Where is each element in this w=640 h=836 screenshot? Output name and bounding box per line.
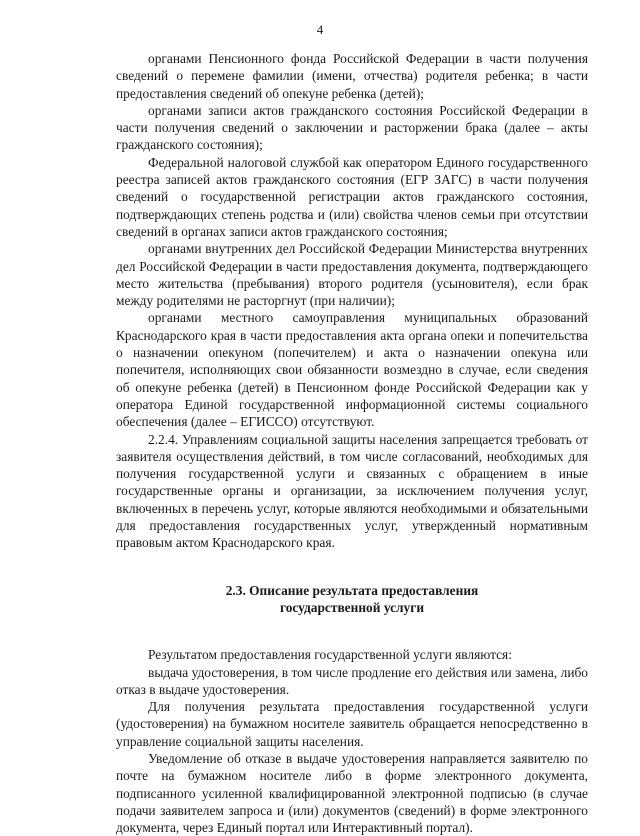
paragraph-2-2-4: 2.2.4. Управлениям социальной защиты населения запрещается требовать от заявителя осуществления действий, в том числе согласований, необходимых для получения государственной услуги и связанных с обращением в иные государственные органы и организации, за исключением получения услуг, включенных в перечень услуг, которые являются необходимыми и обязательными для предоставления государственных услуг, утвержденный нормативным правовым актом Краснодарского края. [116,431,588,551]
paragraph-pension-fund: органами Пенсионного фонда Российской Федерации в части получения сведений о перемене фамилии (имени, отчества) родителя ребенка; в части предоставления сведений об опекуне ребенка (детей); [116,51,588,101]
paragraph-result-intro: Результатом предоставления государственной услуги являются: [148,647,512,663]
paragraph-civil-registry: органами записи актов гражданского состояния Российской Федерации в части получения сведений о заключении и расторжении брака (далее – акты гражданского состояния); [116,102,588,153]
paragraph-tax-service: Федеральной налоговой службой как оператором Единого государственного реестра записей актов гражданского состояния (ЕГР ЗАГС) в части получения сведений о государственной регистрации актов гражданского состояния, подтверждающих степень родства и (или) свойства членов семьи при отсутствии сведений в органах записи актов гражданского состояния; [116,154,588,239]
paragraph-internal-affairs: органами внутренних дел Российской Федерации Министерства внутренних дел Российской Федерации в части предоставления документа, подтверждающего место жительства (пребывания) второго родителя (усыновителя), если брак между родителями не расторгнут (при наличии); [116,241,588,309]
paragraph-result-paper: Для получения результата предоставления государственной услуги (удостоверения) на бумажном носителе заявитель обращается непосредственно в управление социальной защиты населения. [116,699,588,749]
paragraph-refusal-notice: Уведомление об отказе в выдаче удостоверения направляется заявителю по почте на бумажном носителе либо в форме электронного документа, подписанного усиленной квалифицированной электронной подписью (в случае подачи заявителем запроса и (или) документов (сведений) в форме электронного документа, через Единый портал или Интерактивный портал). [116,750,588,836]
page-body [116,50,588,836]
section-heading-2-3 [116,582,588,617]
section-heading-line-1: 2.3. Описание результата предоставления [225,582,479,598]
paragraph-result-issue: выдача удостоверения, в том числе продление его действия или замена, либо отказ в выдаче удостоверения. [116,664,588,697]
paragraph-local-government: органами местного самоуправления муниципальных образований Краснодарского края в части предоставления акта органа опеки и попечительства о назначении опекуном (попечителем) и акта о назначении опекуна или попечителя, исполняющих свои обязанности возмездно в случае, если сведения об опекуне ребенка (детей) в Пенсионном фонде Российской Федерации как у оператора Единой государственной информационной системы социального обеспечения (далее – ЕГИССО) отсутствуют. [116,310,588,430]
page-number: 4 [316,22,324,37]
section-heading-line-2: государственной услуги [279,599,425,615]
